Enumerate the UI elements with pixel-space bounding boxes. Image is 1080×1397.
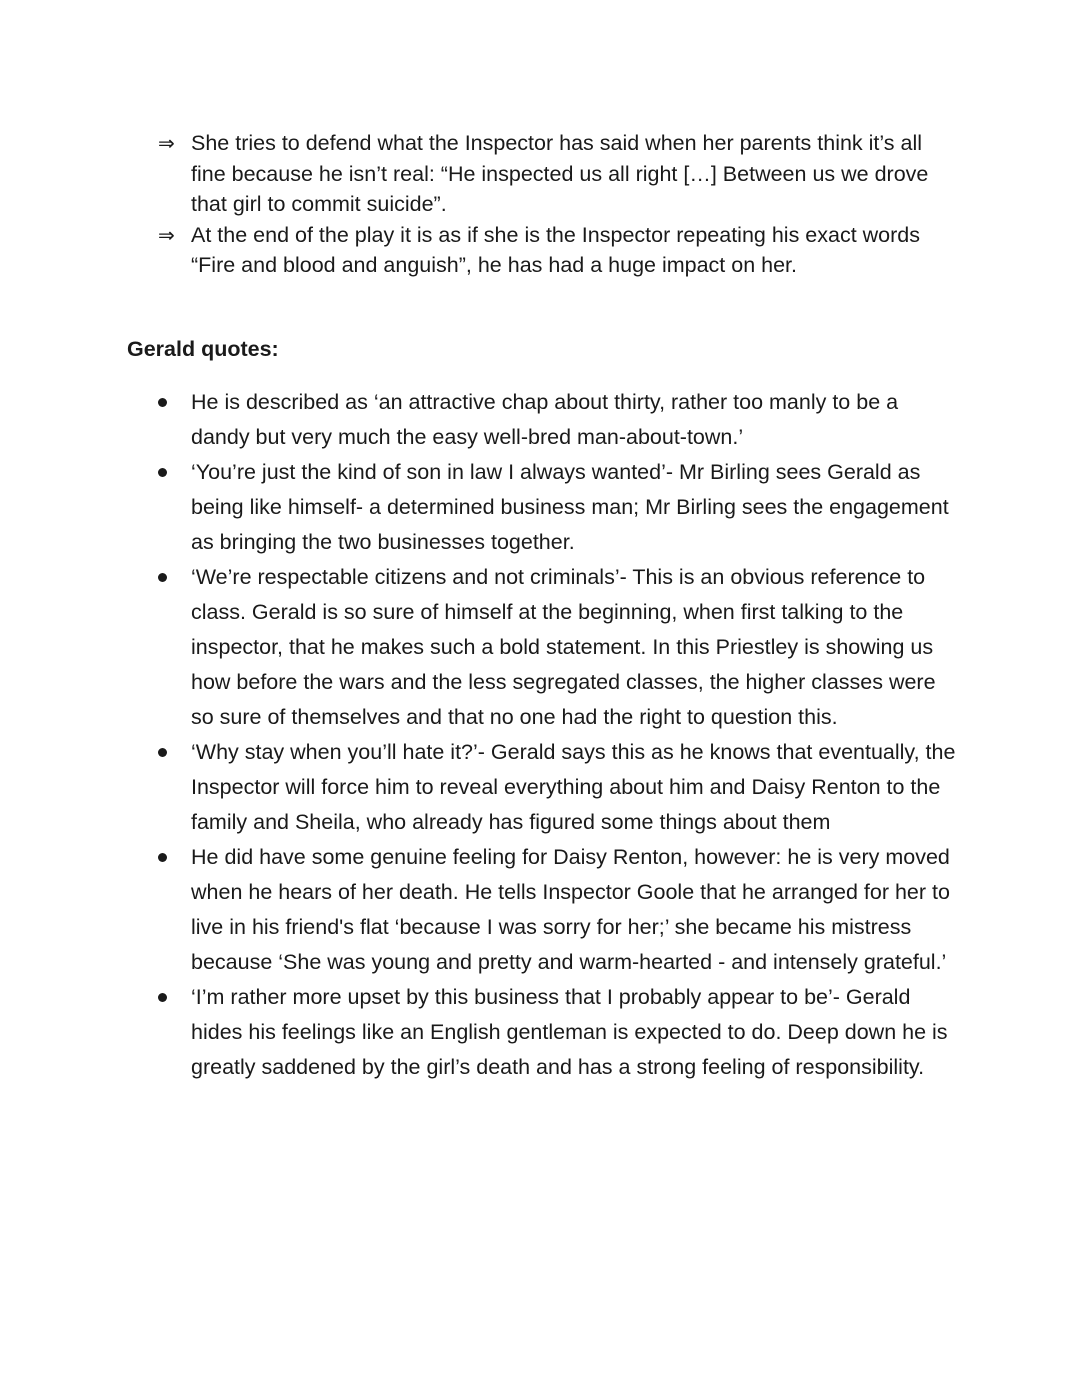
note-text: At the end of the play it is as if she is the Inspector repeating his exact words “Fire and blood and anguish”, he has had a huge impact on her. <box>191 222 921 277</box>
bullet-icon <box>158 573 167 582</box>
quote-text: He did have some genuine feeling for Daisy Renton, however: he is very moved when he hears of her death. He tells Inspector Goole that he arranged for her to live in his friend's flat ‘because I was sorry for her;’ she became his mistress because ‘She was young and pretty and warm-hearted - and intensely grateful.’ <box>191 845 950 974</box>
quote-text: ‘Why stay when you’ll hate it?’- Gerald says this as he knows that eventually, the Inspector will force him to reveal everything about him and Daisy Renton to the family and Sheila, who already has figured some things about them <box>191 740 956 834</box>
double-arrow-icon: ⇒ <box>158 131 175 155</box>
notes-list <box>158 128 958 281</box>
bullet-icon <box>158 853 167 862</box>
quote-item <box>158 455 958 560</box>
quote-text: He is described as ‘an attractive chap about thirty, rather too manly to be a dandy but very much the easy well-bred man-about-town.’ <box>191 390 899 449</box>
quote-item <box>158 980 958 1085</box>
quote-text: ‘We’re respectable citizens and not criminals’- This is an obvious reference to class. Gerald is so sure of himself at the beginning, when first talking to the inspector, that he makes such a bold statement. In this Priestley is showing us how before the wars and the less segregated classes, the higher classes were so sure of themselves and that no one had the right to question this. <box>191 565 936 729</box>
quotes-list <box>158 385 958 1085</box>
bullet-icon <box>158 468 167 477</box>
bullet-icon <box>158 398 167 407</box>
note-text: She tries to defend what the Inspector has said when her parents think it’s all fine because he isn’t real: “He inspected us all right […] Between us we drove that girl to commit suicide”. <box>191 131 929 216</box>
quote-item <box>158 560 958 735</box>
note-item <box>158 220 958 281</box>
quote-item <box>158 735 958 840</box>
bullet-icon <box>158 748 167 757</box>
note-item <box>158 128 958 220</box>
double-arrow-icon: ⇒ <box>158 222 175 247</box>
quote-text: ‘I’m rather more upset by this business that I probably appear to be’- Gerald hides his feelings like an English gentleman is expected to do. Deep down he is greatly saddened by the girl’s death and has a strong feeling of responsibility. <box>191 985 948 1079</box>
section-heading: Gerald quotes: <box>127 337 279 361</box>
quote-item <box>158 840 958 980</box>
bullet-icon <box>158 993 167 1002</box>
quote-text: ‘You’re just the kind of son in law I always wanted’- Mr Birling sees Gerald as being like himself- a determined business man; Mr Birling sees the engagement as bringing the two businesses together. <box>191 460 949 554</box>
quote-item <box>158 385 958 455</box>
